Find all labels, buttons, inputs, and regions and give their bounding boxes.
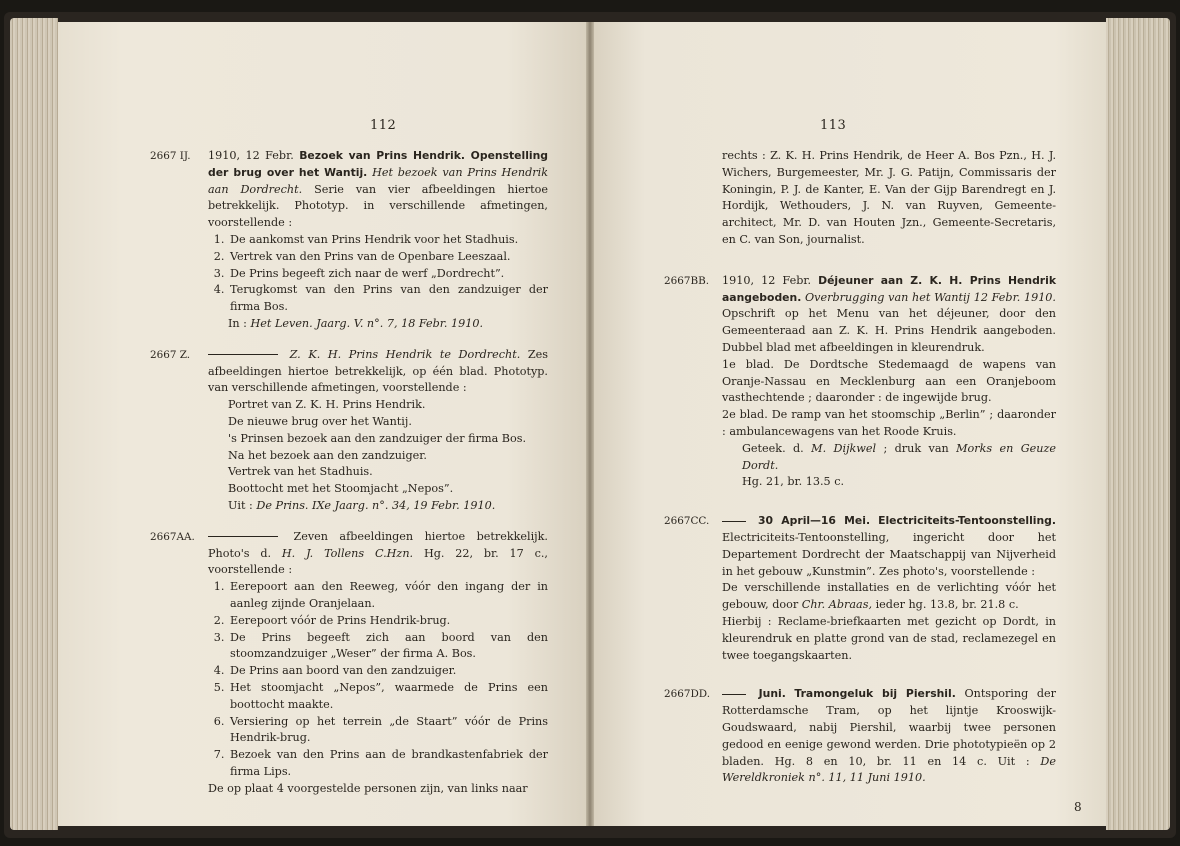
list-item: 4. Terugkomst van den Prins van den zandzuiger der firma Bos. (228, 282, 548, 316)
entry-desc: Ontsporing der Rotterdamsche Tram, op het lijntje Krooswijk-Goudswaard, nabij Piershil, waarbij twee personen gedood en eenige gewond werden. Drie phototypieën op 2 bladen. Hg. 8 en 10, br. 11 en 14 c. Uit : (722, 687, 1056, 768)
entry-title: Overbrugging van het Wantij 12 Febr. 1910. (805, 290, 1056, 304)
entry-desc: Zeven afbeeldingen hiertoe betrekkelijk. Photo's d. (208, 529, 548, 560)
continuation-text: rechts : Z. K. H. Prins Hendrik, de Heer A. Bos Pzn., H. J. Wichers, Burgemeester, Mr. J. G. Patijn, Commissaris der Koningin, P. J. de Kanter, E. Van der Gijp Barendregt en J. Hordijk, Wethouders, J. N. van Ruyven, Gemeente-architect, Mr. D. van Houten Jzn., Gemeente-Secretaris, en C. van Son, journalist. (722, 149, 1056, 246)
entry-desc: Electriciteits-Tentoonstelling, ingericht door het Departement Dordrecht der Maatschappij van Nijverheid in het gebouw „Kunstmin”. Zes photo's, voorstellende : (722, 530, 1056, 578)
entry-description (208, 347, 548, 397)
catalog-entry (664, 273, 1057, 491)
entry-number: 2667 Z. (150, 348, 191, 361)
list-item: 7. Bezoek van den Prins aan de brandkastenfabriek der firma Lips. (228, 747, 548, 781)
list-item: 1. Eerepoort aan den Reeweg, vóór den ingang der in aanleg zijnde Oranjelaan. (228, 579, 548, 613)
page-number: 113 (820, 118, 847, 133)
sheet-signature: 8 (1074, 800, 1082, 814)
book-gutter (586, 22, 594, 826)
entry-date: Juni. (758, 687, 786, 701)
entry-description (208, 148, 548, 232)
entry-date: 1910, 12 Febr. (722, 273, 812, 287)
entry-source: De Wereldkroniek n°. 11, 11 Juni 1910. (722, 754, 1056, 785)
entry-source (208, 316, 548, 333)
right-page-edges (1106, 18, 1170, 830)
entry-number: 2667DD. (664, 688, 711, 701)
source-title: Het Leven. Jaarg. V. n°. 7, 18 Febr. 1910. (250, 316, 484, 330)
entry-desc: Serie van vier afbeeldingen hiertoe betrekkelijk. Phototyp. in verschillende afmetingen, voorstellende : (208, 182, 548, 230)
left-page-edges (10, 18, 58, 830)
entry-desc: Opschrift op het Menu van het déjeuner, door den Gemeenteraad aan Z. K. H. Prins Hendrik aangeboden. Dubbel blad met afbeeldingen in kleurendruk. (722, 307, 1056, 354)
list-item: 3. De Prins begeeft zich naar de werf „Dordrecht”. (228, 266, 548, 283)
entry-heading: Bezoek van Prins Hendrik. Openstelling der brug over het Wantij. (208, 149, 549, 179)
list-item: De nieuwe brug over het Wantij. (228, 414, 412, 428)
page-number: 112 (370, 118, 397, 133)
entry-list (208, 579, 548, 781)
entry-number: 2667 IJ. (150, 150, 191, 162)
entry-number: 2667AA. (150, 530, 195, 543)
entry-credit (722, 441, 1056, 475)
entry-blad: 2e blad. De ramp van het stoomschip „Berlin” ; daaronder : ambulancewagens van het Roode Kruis. (722, 408, 1056, 438)
list-item: Vertrek van het Stadhuis. (228, 465, 373, 479)
entry-description (208, 529, 548, 579)
entry-footer: De op plaat 4 voorgestelde personen zijn, van links naar (208, 781, 528, 795)
entry-author: H. J. Tollens C.Hzn. (281, 546, 414, 560)
credit-printer: Morks en Geuze Dordt. (742, 441, 1057, 472)
entry-source (208, 498, 548, 515)
list-item: 2. Eerepoort vóór de Prins Hendrik-brug. (228, 613, 548, 630)
entry-list (208, 232, 548, 316)
entry-number: 2667BB. (664, 274, 710, 287)
continuation-entry (722, 148, 1056, 249)
left-page (58, 22, 586, 826)
catalog-entry (664, 686, 1056, 787)
list-item: Portret van Z. K. H. Prins Hendrik. (228, 398, 426, 412)
entry-description (722, 273, 1056, 357)
entry-description (722, 513, 1056, 580)
entry-number: 2667CC. (664, 515, 710, 528)
entry-heading: Tramongeluk bij Piershil. (794, 687, 956, 701)
entry-dimensions: Hg. 21, br. 13.5 c. (742, 475, 845, 489)
source-title: De Prins. IXe Jaarg. n°. 34, 19 Febr. 1910. (256, 498, 496, 512)
right-page (594, 22, 1106, 826)
entry-paragraph (722, 580, 1056, 614)
list-item: Na het bezoek aan den zandzuiger. (228, 448, 427, 462)
ditto-rule (722, 521, 746, 522)
paragraph-text: ieder hg. 13.8, br. 21.8 c. (875, 598, 1019, 612)
entry-blad: 1e blad. De Dordtsche Stedemaagd de wapens van Oranje-Nassau en Mecklenburg aan een Oranjeboom vasthechtende ; daaronder : de ingewijde brug. (722, 357, 1056, 405)
entry-date: 1910, 12 Febr. (208, 149, 294, 162)
ditto-rule (208, 354, 278, 355)
source-prefix: In : (228, 316, 247, 330)
entry-desc: Zes afbeeldingen hiertoe betrekkelijk, op één blad. Phototyp. van verschillende afmetingen, voorstellende : (208, 347, 548, 395)
right-column (664, 148, 1057, 801)
entry-title: Het bezoek van Prins Hendrik aan Dordrecht. (208, 165, 548, 196)
photographer-name: Chr. Abraas, (801, 598, 873, 612)
source-prefix: Uit : (228, 498, 253, 512)
list-item: 3. De Prins begeeft zich aan boord van den stoomzandzuiger „Weser” der firma A. Bos. (228, 630, 548, 664)
entry-hierbij: Hierbij : Reclame-briefkaarten met gezicht op Dordt, in kleurendruk en platte grond van de stad, reclamezegel en twee toegangskaarten. (722, 614, 1056, 662)
entry-heading: Déjeuner aan Z. K. H. Prins Hendrik aangeboden. (722, 273, 1057, 304)
list-item: 1. De aankomst van Prins Hendrik voor het Stadhuis. (228, 232, 548, 249)
list-item: 's Prinsen bezoek aan den zandzuiger der firma Bos. (228, 431, 527, 445)
credit-mid: ; druk van (883, 441, 949, 455)
paragraph-text: De verschillende installaties en de verlichting vóór het gebouw, door (722, 581, 1056, 612)
catalog-entry (664, 513, 1057, 664)
ditto-rule (208, 536, 278, 537)
entry-title: Z. K. H. Prins Hendrik te Dordrecht. (289, 347, 521, 361)
list-item: 5. Het stoomjacht „Nepos”, waarmede de Prins een boottocht maakte. (228, 680, 548, 714)
credit-prefix: Geteek. d. (742, 441, 804, 455)
catalog-entry (150, 347, 548, 515)
list-item: 2. Vertrek van den Prins van de Openbare Leeszaal. (228, 249, 548, 266)
entry-description (722, 686, 1056, 787)
catalog-entry (150, 529, 548, 798)
entry-heading: Electriciteits-Tentoonstelling. (878, 514, 1057, 528)
list-item: 4. De Prins aan boord van den zandzuiger. (228, 663, 548, 680)
credit-artist: M. Dijkwel (811, 441, 877, 455)
entry-date: 30 April—16 Mei. (758, 514, 871, 528)
catalog-entry (150, 148, 549, 333)
left-column (150, 148, 549, 811)
entry-desc: Hg. 22, br. 17 c., voorstellende : (208, 546, 548, 577)
ditto-rule (722, 694, 746, 695)
list-item: 6. Versiering op het terrein „de Staart” vóór de Prins Hendrik-brug. (228, 714, 548, 748)
list-item: Boottocht met het Stoomjacht „Nepos”. (228, 482, 454, 496)
